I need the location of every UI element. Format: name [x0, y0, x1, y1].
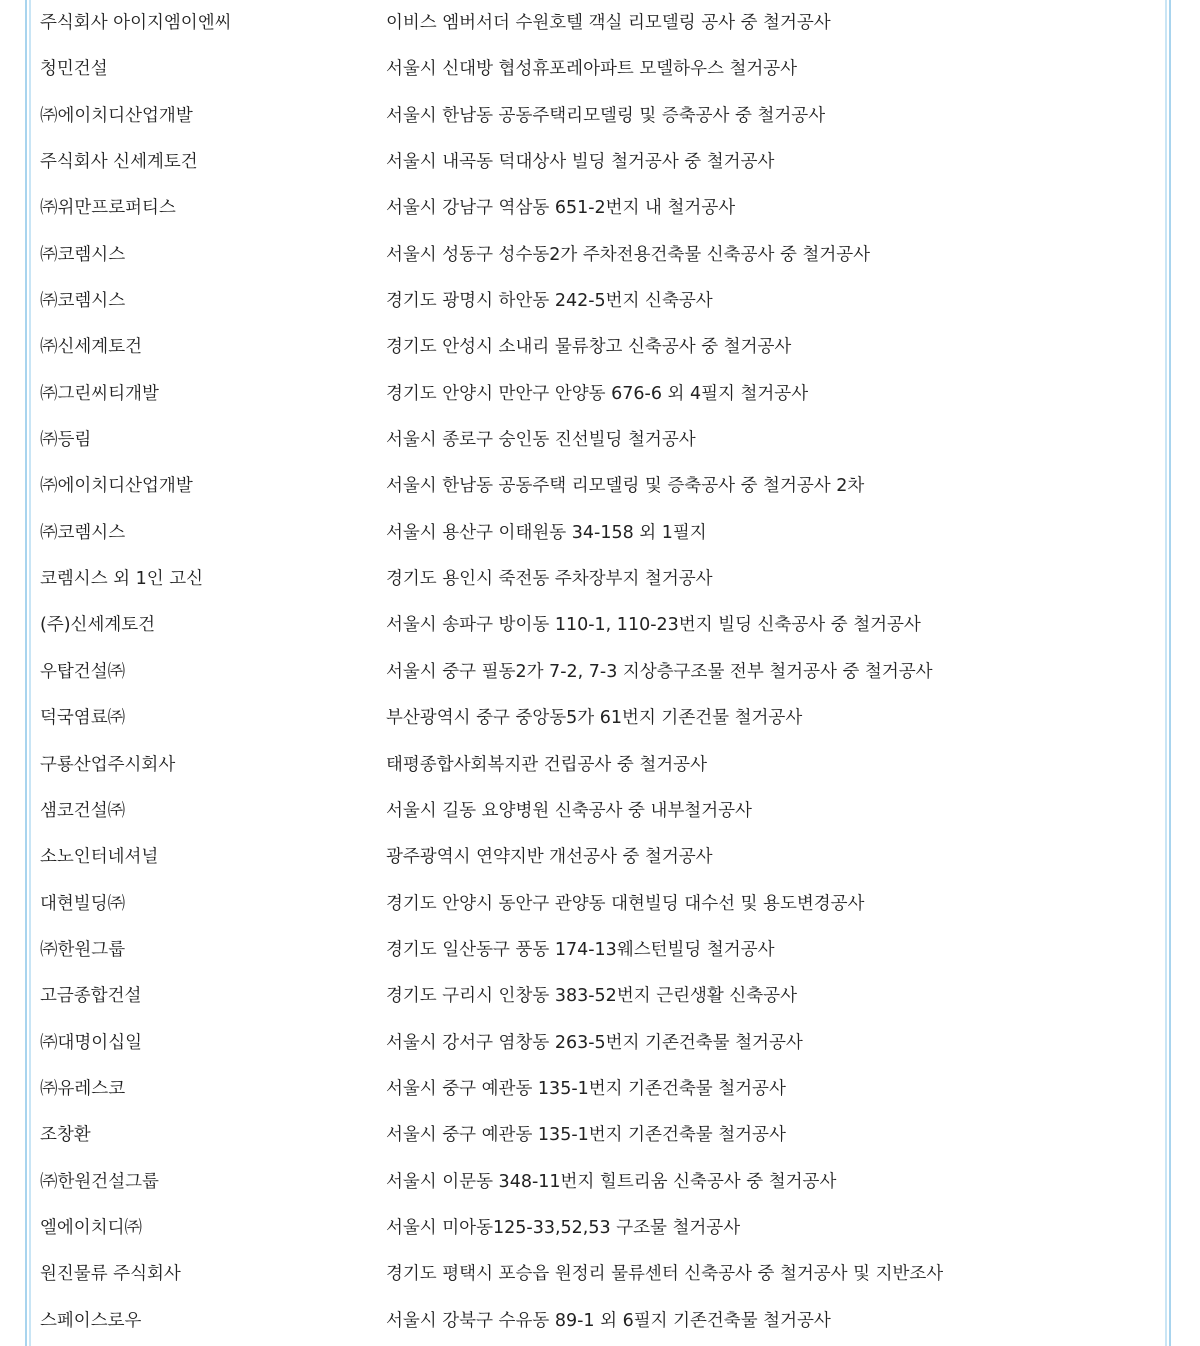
record-row — [40, 278, 1160, 324]
company-name: 주식회사 신세계토건 — [40, 152, 198, 173]
record-row — [40, 324, 1160, 370]
record-row — [40, 510, 1160, 556]
project-description: 서울시 길동 요양병원 신축공사 중 내부철거공사 — [386, 800, 752, 821]
record-row — [40, 649, 1160, 695]
record-row — [40, 556, 1160, 602]
record-row — [40, 232, 1160, 278]
company-name: 원진물류 주식회사 — [40, 1264, 181, 1285]
record-row — [40, 834, 1160, 880]
project-description: 경기도 용인시 죽전동 주차장부지 철거공사 — [386, 569, 713, 590]
project-description: 서울시 미아동125-33,52,53 구조물 철거공사 — [386, 1217, 741, 1238]
company-name: ㈜코렘시스 — [40, 244, 126, 265]
record-row — [40, 742, 1160, 788]
record-row — [40, 371, 1160, 417]
project-description: 광주광역시 연약지반 개선공사 중 철거공사 — [386, 847, 713, 868]
record-row — [40, 1066, 1160, 1112]
project-description: 태평종합사회복지관 건립공사 중 철거공사 — [386, 754, 707, 775]
project-description: 경기도 광명시 하안동 242-5번지 신축공사 — [386, 291, 713, 312]
right-border-line-inner — [1165, 0, 1167, 1346]
project-description: 서울시 한남동 공동주택 리모델링 및 증축공사 중 철거공사 2차 — [386, 476, 865, 497]
project-description: 서울시 중구 필동2가 7-2, 7-3 지상층구조물 전부 철거공사 중 철거공사 — [386, 661, 933, 682]
project-description: 경기도 안양시 만안구 안양동 676-6 외 4필지 철거공사 — [386, 383, 809, 404]
company-name: 샘코건설㈜ — [40, 800, 126, 821]
project-description: 서울시 강남구 역삼동 651-2번지 내 철거공사 — [386, 198, 736, 219]
project-description: 경기도 안양시 동안구 관양동 대현빌딩 대수선 및 용도변경공사 — [386, 893, 865, 914]
record-row — [40, 46, 1160, 92]
record-row — [40, 139, 1160, 185]
project-description: 서울시 중구 예관동 135-1번지 기존건축물 철거공사 — [386, 1125, 786, 1146]
company-name: 코렘시스 외 1인 고신 — [40, 569, 204, 590]
company-name: ㈜대명이십일 — [40, 1032, 143, 1053]
company-name: 우탑건설㈜ — [40, 661, 126, 682]
project-description: 서울시 성동구 성수동2가 주차전용건축물 신축공사 중 철거공사 — [386, 244, 871, 265]
project-description: 경기도 구리시 인창동 383-52번지 근린생활 신축공사 — [386, 986, 797, 1007]
project-description: 서울시 강북구 수유동 89-1 외 6필지 기존건축물 철거공사 — [386, 1310, 831, 1331]
record-row — [40, 185, 1160, 231]
record-row — [40, 93, 1160, 139]
record-row — [40, 463, 1160, 509]
record-row — [40, 1159, 1160, 1205]
project-description: 서울시 내곡동 덕대상사 빌딩 철거공사 중 철거공사 — [386, 152, 775, 173]
company-name: 소노인터네셔널 — [40, 847, 159, 868]
company-name: ㈜등림 — [40, 430, 92, 451]
project-description: 부산광역시 중구 중앙동5가 61번지 기존건물 철거공사 — [386, 708, 803, 729]
project-description: 서울시 종로구 숭인동 진선빌딩 철거공사 — [386, 430, 696, 451]
company-name: ㈜에이치디산업개발 — [40, 105, 193, 126]
right-border-line — [1169, 0, 1171, 1346]
company-name: 구룡산업주시회사 — [40, 754, 176, 775]
project-description: 경기도 평택시 포승읍 원정리 물류센터 신축공사 중 철거공사 및 지반조사 — [386, 1264, 944, 1285]
project-description: 서울시 한남동 공동주택리모델링 및 증축공사 중 철거공사 — [386, 105, 826, 126]
company-name: ㈜한원건설그룹 — [40, 1171, 159, 1192]
record-row — [40, 1251, 1160, 1297]
project-description: 서울시 중구 예관동 135-1번지 기존건축물 철거공사 — [386, 1078, 786, 1099]
project-description: 서울시 신대방 협성휴포레아파트 모델하우스 철거공사 — [386, 59, 798, 80]
record-row — [40, 1112, 1160, 1158]
company-name: 스페이스로우 — [40, 1310, 142, 1331]
record-row — [40, 602, 1160, 648]
company-name: ㈜한원그룹 — [40, 939, 126, 960]
company-name: 대현빌딩㈜ — [40, 893, 126, 914]
company-name: 덕국염료㈜ — [40, 708, 126, 729]
company-name: 주식회사 아이지엠이엔씨 — [40, 13, 232, 33]
left-border-line-inner — [29, 0, 31, 1346]
record-row — [40, 1020, 1160, 1066]
record-row — [40, 695, 1160, 741]
record-row — [40, 1298, 1160, 1344]
company-name: ㈜위만프로퍼티스 — [40, 198, 176, 219]
company-name: ㈜코렘시스 — [40, 522, 126, 543]
company-name: ㈜코렘시스 — [40, 291, 126, 312]
project-record-list — [40, 0, 1160, 1344]
company-name: 고금종합건설 — [40, 986, 142, 1007]
project-description: 서울시 송파구 방이동 110-1, 110-23번지 빌딩 신축공사 중 철거공사 — [386, 615, 921, 636]
company-name: 청민건설 — [40, 59, 108, 80]
company-name: ㈜에이치디산업개발 — [40, 476, 193, 497]
project-description: 서울시 강서구 염창동 263-5번지 기존건축물 철거공사 — [386, 1032, 803, 1053]
company-name: 조창환 — [40, 1125, 91, 1146]
company-name: ㈜신세계토건 — [40, 337, 143, 358]
left-border-line — [25, 0, 27, 1346]
record-row — [40, 417, 1160, 463]
company-name: 엘에이치디㈜ — [40, 1217, 143, 1238]
record-row — [40, 788, 1160, 834]
record-row — [40, 1205, 1160, 1251]
project-description: 서울시 용산구 이태원동 34-158 외 1필지 — [386, 522, 707, 543]
company-name: ㈜유레스코 — [40, 1078, 126, 1099]
company-name: ㈜그린씨티개발 — [40, 383, 159, 404]
company-name: (주)신세계토건 — [40, 615, 156, 636]
record-row — [40, 927, 1160, 973]
record-row — [40, 881, 1160, 927]
record-row — [40, 973, 1160, 1019]
project-description: 경기도 일산동구 풍동 174-13웨스턴빌딩 철거공사 — [386, 939, 775, 960]
project-description: 이비스 엠버서더 수원호텔 객실 리모델링 공사 중 철거공사 — [386, 13, 831, 33]
record-row — [40, 0, 1160, 46]
project-description: 경기도 안성시 소내리 물류창고 신축공사 중 철거공사 — [386, 337, 792, 358]
project-description: 서울시 이문동 348-11번지 힐트리움 신축공사 중 철거공사 — [386, 1171, 837, 1192]
